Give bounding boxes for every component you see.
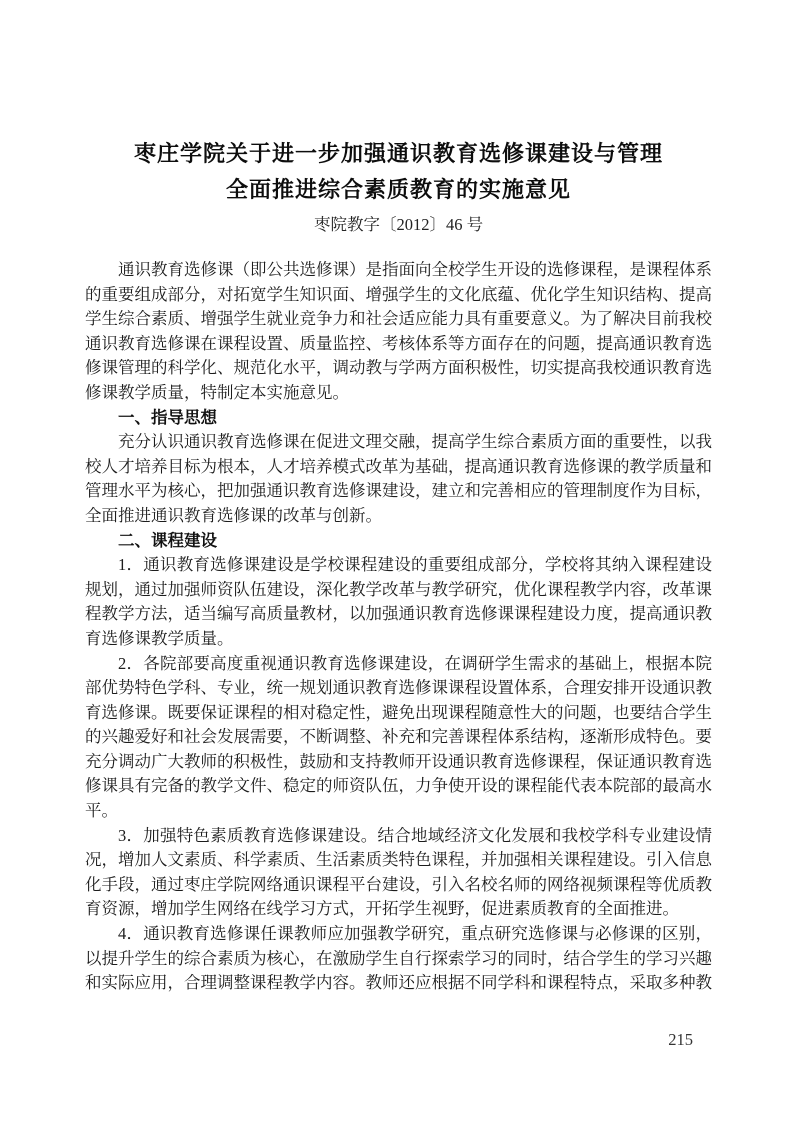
intro-paragraph: 通识教育选修课（即公共选修课）是指面向全校学生开设的选修课程，是课程体系的重要组成部分，对拓宽学生知识面、增强学生的文化底蕴、优化学生知识结构、提高学生综合素质、增强学生就业竞争力和社会适应能力具有重要意义。为了解决目前我校通识教育选修课在课程设置、质量监控、考核体系等方面存在的问题，提高通识教育选修课管理的科学化、规范化水平，调动教与学两方面积极性，切实提高我校通识教育选修课教学质量，特制定本实施意见。: [85, 260, 712, 402]
title-line-1: 枣庄学院关于进一步加强通识教育选修课建设与管理: [133, 141, 663, 166]
section-heading-course-construction: 二、课程建设: [118, 531, 217, 550]
course-item-4: 4．通识教育选修课任课教师应加强教学研究，重点研究选修课与必修课的区别，以提升学生的综合素质为核心，在激励学生自行探索学习的同时，结合学生的学习兴趣和实际应用，合理调整课程教学内容。教师还应根据不同学科和课程特点，采取多种教: [85, 924, 712, 993]
document-title: [85, 136, 712, 208]
course-item-3: 3．加强特色素质教育选修课建设。结合地域经济文化发展和我校学科专业建设情况，增加人文素质、科学素质、生活素质类特色课程，并加强相关课程建设。引入信息化手段，通过枣庄学院网络通识课程平台建设，引入名校名师的网络视频课程等优质教育资源，增加学生网络在线学习方式，开拓学生视野，促进素质教育的全面推进。: [85, 825, 712, 919]
document-body: [85, 258, 712, 996]
section-heading-guiding-ideology: 一、指导思想: [118, 408, 217, 427]
title-line-2: 全面推进综合素质教育的实施意见: [225, 177, 571, 202]
course-item-2: 2．各院部要高度重视通识教育选修课建设，在调研学生需求的基础上，根据本院部优势特色学科、专业，统一规划通识教育选修课课程设置体系，合理安排开设通识教育选修课。既要保证课程的相对稳定性，避免出现课程随意性大的问题，也要结合学生的兴趣爱好和社会发展需要，不断调整、补充和完善课程体系结构，逐渐形成特色。要充分调动广大教师的积极性，鼓励和支持教师开设通识教育选修课程，保证通识教育选修课具有完备的教学文件、稳定的师资队伍，力争使开设的课程能代表本院部的最高水平。: [85, 653, 712, 821]
page-number: 215: [668, 1030, 693, 1049]
doc-number: 枣院教字〔2012〕46 号: [313, 215, 484, 234]
guiding-ideology-paragraph: 充分认识通识教育选修课在促进文理交融，提高学生综合素质方面的重要性，以我校人才培养目标为根本，人才培养模式改革为基础，提高通识教育选修课的教学质量和管理水平为核心，把加强通识教育选修课建设，建立和完善相应的管理制度作为目标，全面推进通识教育选修课的改革与创新。: [85, 432, 712, 525]
course-item-1: 1．通识教育选修课建设是学校课程建设的重要组成部分，学校将其纳入课程建设规划，通过加强师资队伍建设，深化教学改革与教学研究，优化课程教学内容，改革课程教学方法，适当编写高质量教材，以加强通识教育选修课课程建设力度，提高通识教育选修课教学质量。: [85, 555, 712, 648]
